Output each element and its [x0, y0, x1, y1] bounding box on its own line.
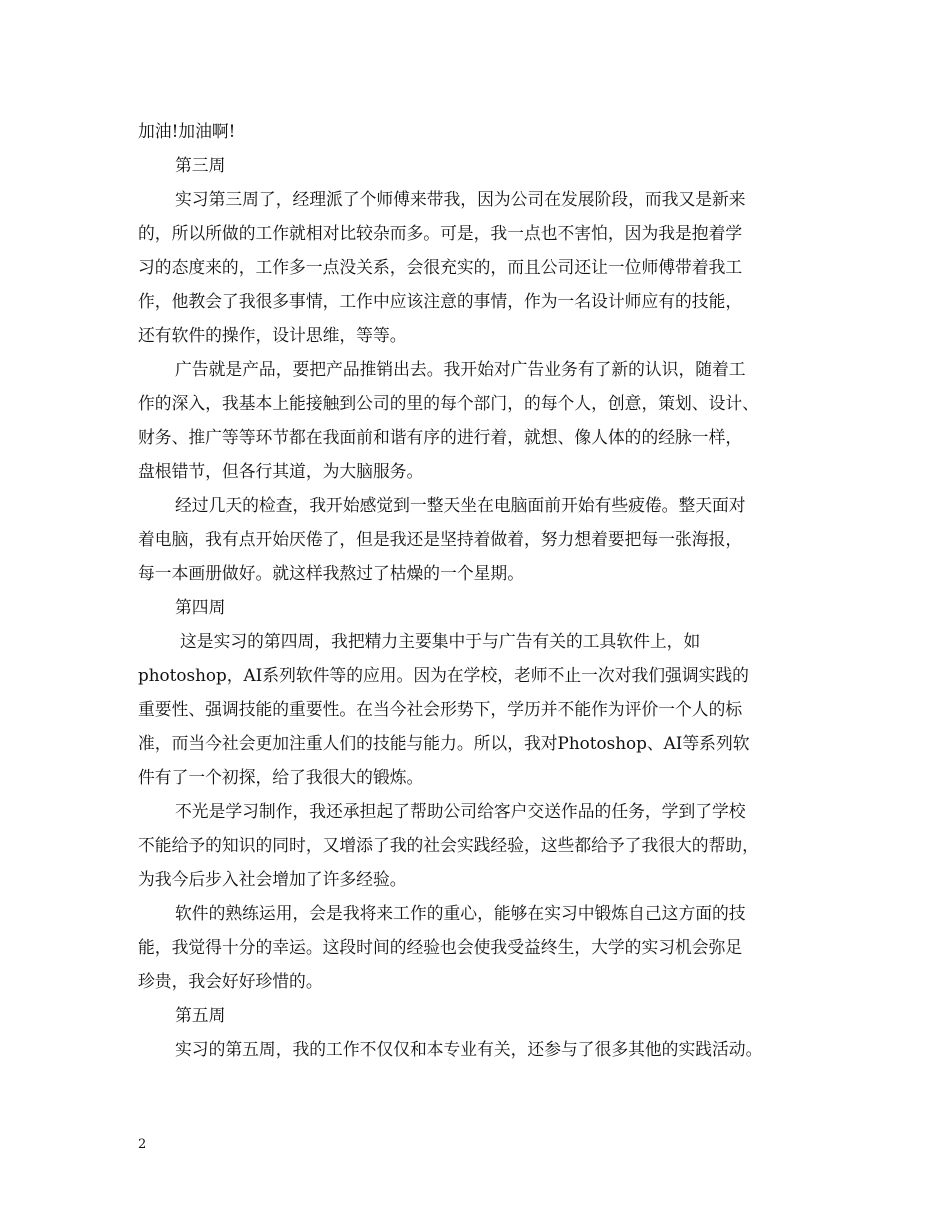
text-line: 实习第三周了，经理派了个师傅来带我，因为公司在发展阶段，而我又是新来	[175, 189, 746, 209]
text-line: 的，所以所做的工作就相对比较杂而多。可是，我一点也不害怕，因为我是抱着学	[138, 223, 743, 243]
text-line: 准，而当今社会更加注重人们的技能与能力。所以，我对Photoshop、AI等系列软	[138, 733, 750, 753]
text-line: 广告就是产品，要把产品推销出去。我开始对广告业务有了新的认识，随着工	[175, 359, 746, 379]
text-line: 作，他教会了我很多事情，工作中应该注意的事情，作为一名设计师应有的技能，	[138, 291, 743, 311]
document-body	[138, 114, 814, 1066]
section-heading-week-4: 第四周	[175, 597, 226, 617]
text-line: 不能给予的知识的同时，又增添了我的社会实践经验，这些都给予了我很大的帮助，	[138, 835, 759, 855]
text-line: 实习的第五周，我的工作不仅仅和本专业有关，还参与了很多其他的实践活动。	[175, 1039, 763, 1059]
text-line: 不光是学习制作，我还承担起了帮助公司给客户交送作品的任务，学到了学校	[175, 801, 746, 821]
page-number: 2	[138, 1137, 147, 1152]
text-line: 软件的熟练运用，会是我将来工作的重心，能够在实习中锻炼自己这方面的技	[175, 903, 746, 923]
text-line: 加油!加油啊!	[138, 121, 236, 141]
text-line: photoshop，AI系列软件等的应用。因为在学校，老师不止一次对我们强调实践的	[138, 665, 749, 685]
text-line: 为我今后步入社会增加了许多经验。	[138, 869, 407, 889]
text-line: 经过几天的检查，我开始感觉到一整天坐在电脑面前开始有些疲倦。整天面对	[175, 495, 746, 515]
text-line: 着电脑，我有点开始厌倦了，但是我还是坚持着做着，努力想着要把每一张海报，	[138, 529, 743, 549]
text-line: 重要性、强调技能的重要性。在当今社会形势下，学历并不能作为评价一个人的标	[138, 699, 743, 719]
text-line: 这是实习的第四周，我把精力主要集中于与广告有关的工具软件上，如	[180, 631, 701, 651]
text-line: 财务、推广等等环节都在我面前和谐有序的进行着，就想、像人体的的经脉一样，	[138, 427, 743, 447]
section-heading-week-3: 第三周	[175, 155, 226, 175]
text-line: 每一本画册做好。就这样我熬过了枯燥的一个星期。	[138, 563, 524, 583]
text-line: 能，我觉得十分的幸运。这段时间的经验也会使我受益终生，大学的实习机会弥足	[138, 937, 743, 957]
text-line: 盘根错节，但各行其道，为大脑服务。	[138, 461, 424, 481]
section-heading-week-5: 第五周	[175, 1005, 226, 1025]
text-line: 珍贵，我会好好珍惜的。	[138, 971, 323, 991]
text-line: 件有了一个初探，给了我很大的锻炼。	[138, 767, 424, 787]
text-line: 还有软件的操作，设计思维，等等。	[138, 325, 407, 345]
text-line: 作的深入，我基本上能接触到公司的里的每个部门，的每个人，创意，策划、设计、	[138, 393, 759, 413]
text-line: 习的态度来的，工作多一点没关系，会很充实的，而且公司还让一位师傅带着我工	[138, 257, 743, 277]
